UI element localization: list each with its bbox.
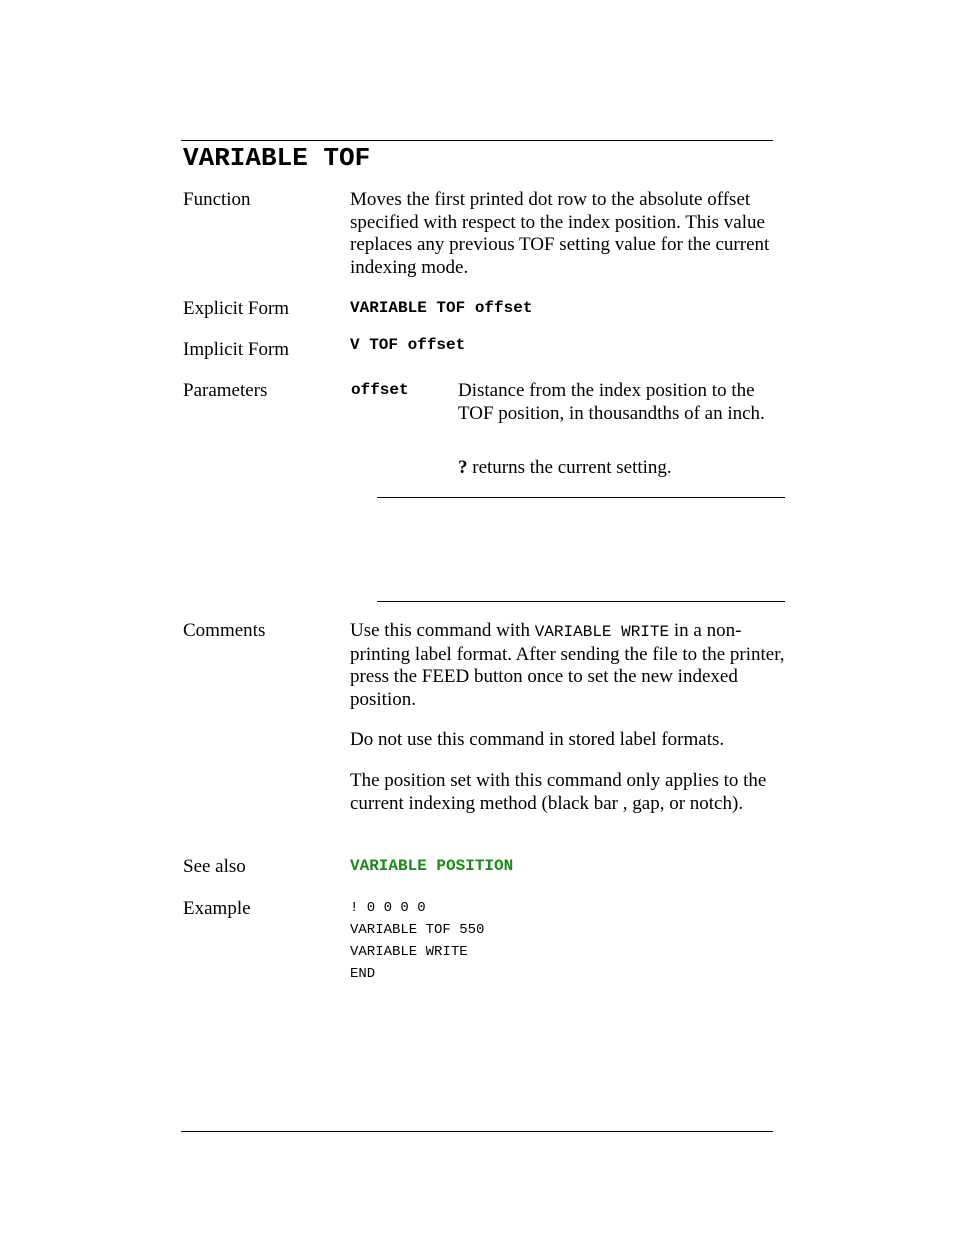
parameter-name: offset (351, 381, 409, 399)
explicit-form-label: Explicit Form (183, 298, 290, 319)
comments-p1-after: in a non-printing label format. After sending the file to the printer, press the FEED button once to set the new indexed position. (350, 620, 785, 711)
comments-paragraph-3: The position set with this command only applies to the current indexing method (black bar , gap, or notch). (350, 770, 767, 814)
comments-p1-before: Use this command with (350, 620, 535, 641)
bottom-rule (181, 1131, 773, 1132)
implicit-form-label: Implicit Form (183, 339, 290, 360)
comments-paragraph-2: Do not use this command in stored label formats. (350, 729, 725, 750)
note-top-rule (377, 497, 785, 498)
comments-p1-code: VARIABLE WRITE (534, 623, 670, 641)
parameters-label: Parameters (183, 380, 268, 401)
function-text: Moves the first printed dot row to the absolute offset specified with respect to the index position. This value replaces any previous TOF setting value for the current indexing mode. (350, 189, 770, 279)
example-label: Example (183, 898, 251, 919)
explicit-form-code: VARIABLE TOF offset (350, 299, 533, 317)
comments-paragraph-1 (350, 620, 788, 712)
example-line: ! 0 0 0 0 (350, 900, 426, 916)
top-rule (181, 140, 773, 141)
query-text: returns the current setting. (467, 457, 672, 478)
query-symbol: ? (458, 457, 468, 478)
example-line: VARIABLE TOF 550 (350, 922, 485, 938)
see-also-label: See also (183, 856, 246, 877)
example-line: VARIABLE WRITE (350, 944, 468, 960)
parameter-query-note (458, 457, 788, 480)
parameter-description: Distance from the index position to the TOF position, in thousandths of an inch. (458, 380, 765, 424)
example-line: END (350, 966, 376, 982)
function-label: Function (183, 189, 251, 210)
example-code-block (350, 897, 484, 985)
page-title: VARIABLE TOF (183, 143, 371, 173)
comments-label: Comments (183, 620, 266, 641)
see-also-link[interactable]: VARIABLE POSITION (350, 857, 514, 875)
note-bottom-rule (377, 601, 785, 602)
implicit-form-code: V TOF offset (350, 336, 466, 354)
